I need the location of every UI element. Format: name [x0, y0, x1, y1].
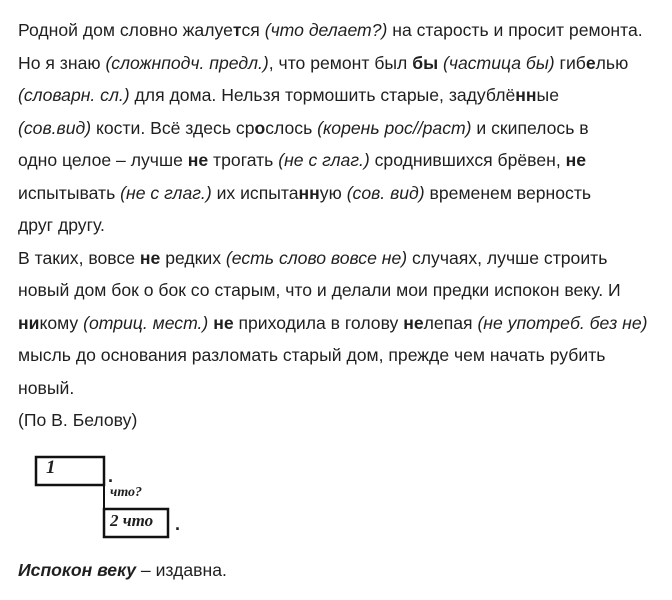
text-line-6: испытывать (не с глаг.) их испытанную (сов. вид) временем верность — [18, 182, 592, 203]
text-line-2: Но я знаю (сложнподч. предл.), что ремонт был бы (частица бы) гибелью — [18, 52, 629, 73]
scheme-box-main-label: 1 — [46, 457, 56, 478]
text-line-5: одно целое – лучше не трогать (не с глаг.) сроднившихся брёвен, не — [18, 150, 587, 170]
sentence-scheme — [0, 455, 240, 545]
text-line-3: (словарн. сл.) для дома. Нельзя тормошить старые, задублённые — [18, 85, 559, 105]
text-line-13: (По В. Белову) — [18, 410, 138, 430]
text-line-8: В таких, вовсе не редких (есть слово вовсе не) случаях, лучше строить — [18, 247, 608, 268]
footnote-definition: – издавна. — [136, 560, 227, 580]
scheme-question: что? — [110, 485, 143, 500]
text-line-4: (сов.вид) кости. Всё здесь срослось (корень рос//раст) и скипелось в — [18, 117, 589, 138]
exercise-text — [18, 14, 668, 437]
text-line-1: Родной дом словно жалуется (что делает?) на старость и просит ремонта. — [18, 20, 643, 40]
text-line-12: новый. — [18, 377, 75, 398]
text-line-7: друг другу. — [18, 215, 105, 235]
footnote — [18, 556, 227, 584]
footnote-term: Испокон веку — [18, 560, 137, 580]
text-line-9: новый дом бок о бок со старым, что и делали мои предки испокон веку. И — [18, 280, 621, 300]
text-line-11: мысль до основания разломать старый дом, прежде чем начать рубить — [18, 345, 606, 365]
scheme-box-subordinate-label: 2 что — [110, 511, 154, 530]
scheme-dot-1: . — [108, 466, 114, 486]
text-line-10: никому (отриц. мест.) не приходила в голову нелепая (не употреб. без не) — [18, 312, 648, 333]
scheme-dot-2: . — [175, 514, 181, 534]
